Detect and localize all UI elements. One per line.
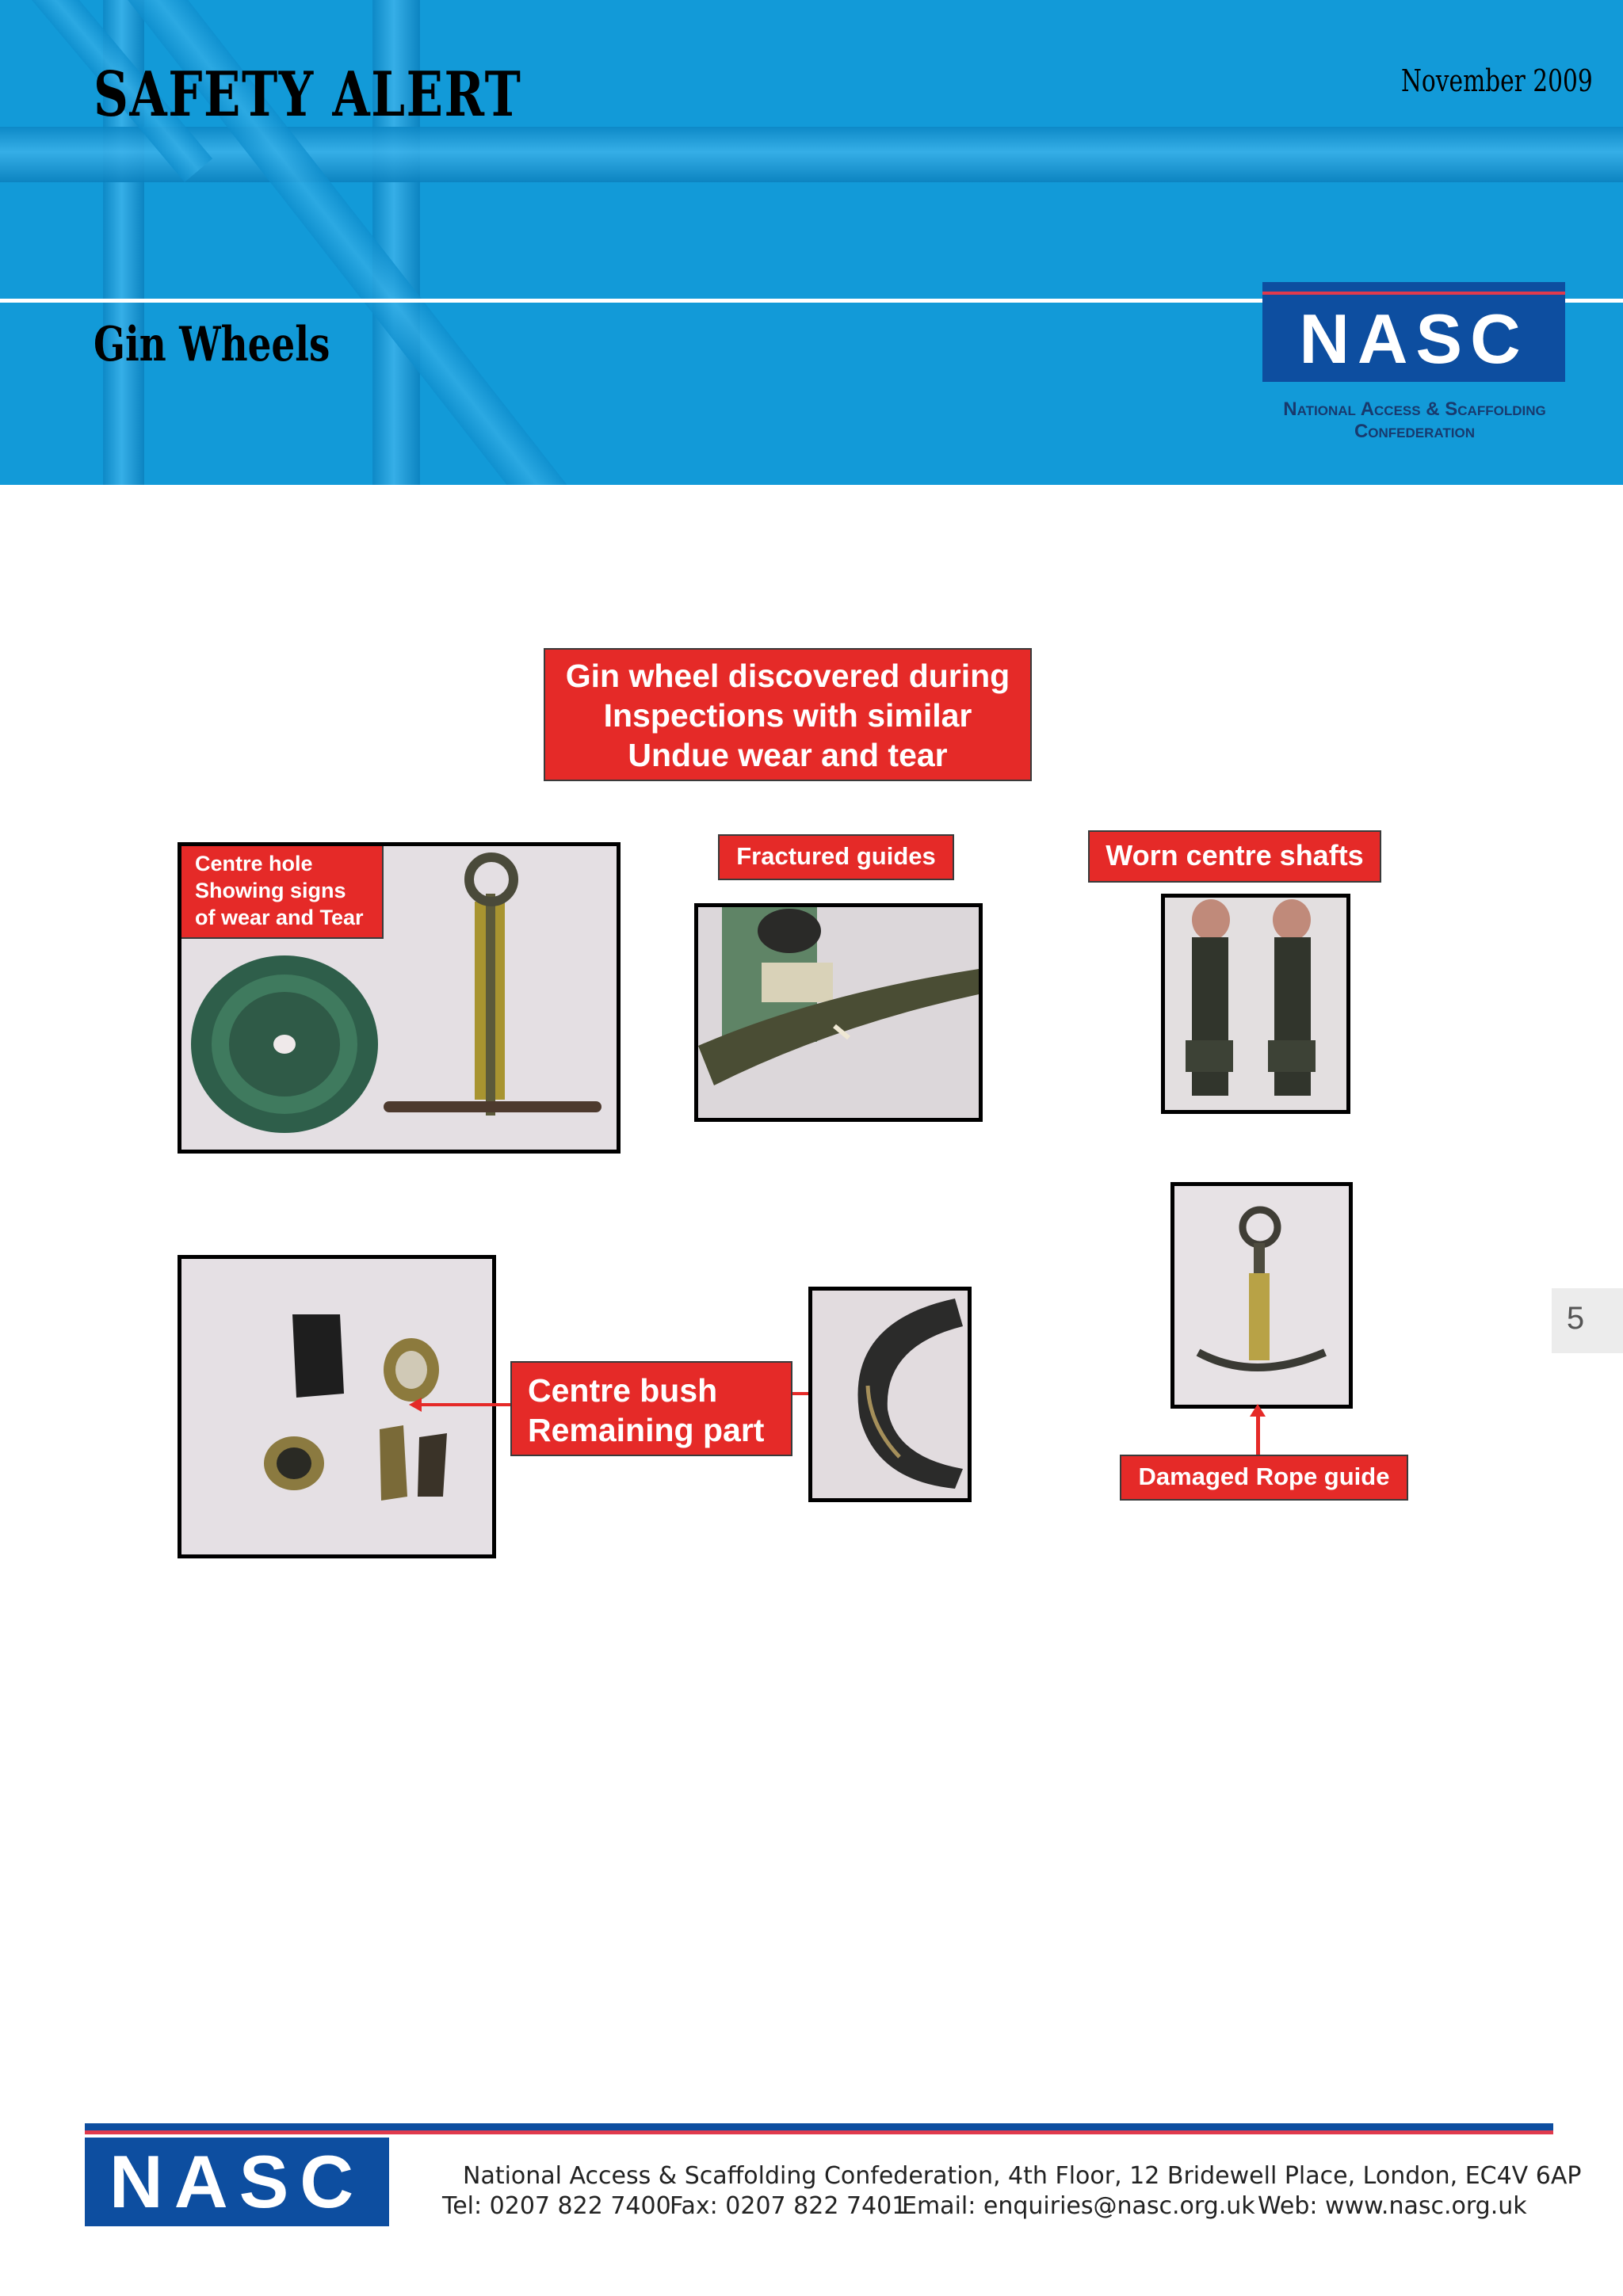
fractured-guides-image: [698, 907, 979, 1118]
footer-web-link[interactable]: Web: www.nasc.org.uk: [1258, 2192, 1527, 2220]
page-number: 5: [1566, 1301, 1585, 1336]
page-number-tab: [1552, 1288, 1623, 1353]
headline-line: Undue wear and tear: [628, 737, 948, 773]
footer-nasc-logo: [85, 2138, 389, 2226]
organisation-name: [1236, 399, 1593, 443]
logo-red-stripe: [1262, 292, 1565, 295]
footer-fax: Fax: 0207 822 7401: [670, 2192, 907, 2220]
headline-banner: [544, 648, 1032, 781]
label-line: Centre bush: [528, 1372, 718, 1409]
alert-subject: Gin Wheels: [94, 317, 330, 372]
photo-bush-remaining-part: [808, 1287, 972, 1502]
organisation-name-line1: National Access & Scaffolding: [1283, 399, 1546, 420]
label-worn-centre-shafts: Worn centre shafts: [1088, 830, 1381, 883]
footer-email-link[interactable]: Email: enquiries@nasc.org.uk: [902, 2192, 1255, 2220]
photo-worn-centre-shafts: [1161, 894, 1350, 1114]
page-title: SAFETY ALERT: [94, 59, 522, 131]
header-banner: [0, 0, 1623, 485]
footer-stripe: [85, 2123, 1553, 2138]
photo-fractured-guides: [694, 903, 983, 1122]
label-line: Showing signs: [195, 879, 346, 902]
headline-line: Gin wheel discovered during: [565, 658, 1010, 694]
photo-wheel-and-axle: [178, 842, 621, 1154]
label-centre-bush: [510, 1361, 792, 1456]
nasc-logo: [1262, 282, 1565, 382]
arrow-to-bush-pieces: [420, 1403, 512, 1406]
label-line: of wear and Tear: [195, 906, 364, 929]
footer-address: National Access & Scaffolding Confederation, 4th Floor, 12 Bridewell Place, London, EC4V 6AP: [463, 2162, 1582, 2190]
arrow-head-icon: [1250, 1404, 1266, 1417]
bush-remaining-part-image: [812, 1291, 968, 1498]
label-line: Remaining part: [528, 1412, 765, 1448]
photo-damaged-rope-guide: [1170, 1182, 1353, 1409]
centre-bush-pieces-image: [181, 1259, 492, 1554]
label-fractured-guides: Fractured guides: [718, 834, 954, 880]
arrow-head-icon: [409, 1398, 422, 1412]
logo-text: NASC: [1299, 299, 1529, 378]
label-damaged-rope-guide: Damaged Rope guide: [1120, 1455, 1408, 1501]
footer-logo-text: NASC: [109, 2140, 365, 2223]
photo-centre-bush-pieces: [178, 1255, 496, 1558]
organisation-name-line2: Confederation: [1354, 421, 1476, 442]
label-line: Centre hole: [195, 852, 313, 875]
publish-date: November 2009: [1401, 63, 1593, 98]
footer-telephone: Tel: 0207 822 7400: [442, 2192, 671, 2220]
headline-line: Inspections with similar: [603, 697, 972, 734]
label-centre-hole: [178, 842, 384, 939]
worn-centre-shafts-image: [1165, 898, 1346, 1110]
damaged-rope-guide-image: [1174, 1186, 1349, 1405]
